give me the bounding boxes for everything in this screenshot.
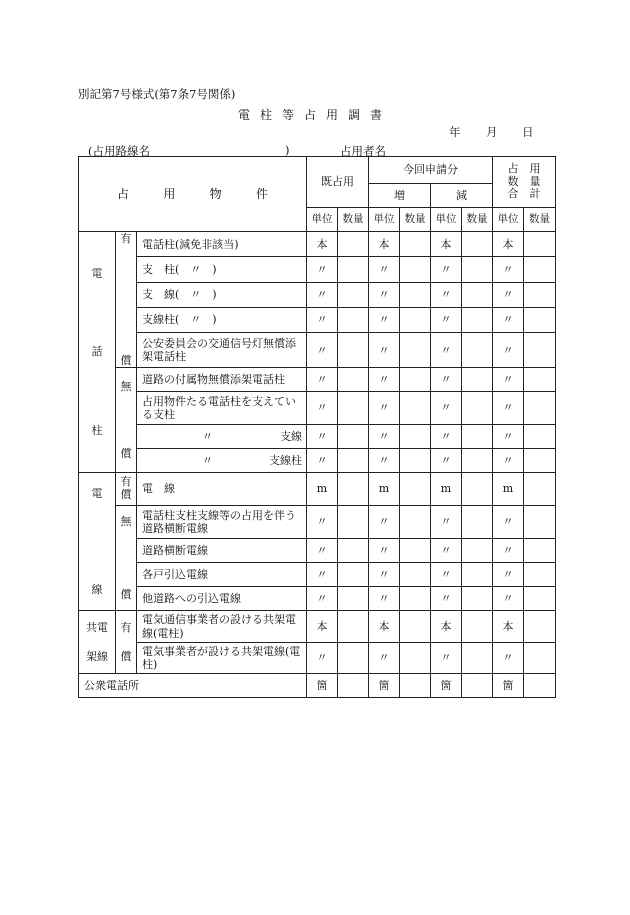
- item-cell: 支線柱( 〃 ): [137, 307, 307, 332]
- qty-cell: [400, 368, 431, 392]
- unit-cell: m: [493, 473, 524, 506]
- qty-cell: [524, 425, 556, 449]
- qty-cell: [524, 333, 556, 368]
- table-row: [79, 473, 556, 506]
- qty-cell: [462, 539, 493, 563]
- qty-cell: [338, 563, 369, 587]
- quantity-header: 数量: [400, 208, 431, 232]
- table-row: [79, 257, 556, 282]
- form-caption: 別記第7号様式(第7条7号関係): [78, 87, 236, 101]
- group-char: 償: [120, 353, 132, 367]
- qty-cell: [338, 473, 369, 506]
- item-cell: 道路横断電線: [137, 539, 307, 563]
- unit-cell: 〃: [307, 307, 338, 332]
- qty-cell: [400, 282, 431, 307]
- unit-header: 単位: [493, 208, 524, 232]
- group-char: 柱: [91, 423, 103, 437]
- group-char: 話: [91, 345, 103, 359]
- free-label: [116, 368, 137, 473]
- unit-cell: 〃: [431, 282, 462, 307]
- item-cell: 各戸引込電線: [137, 563, 307, 587]
- qty-cell: [462, 563, 493, 587]
- qty-cell: [400, 473, 431, 506]
- group-char: 償: [120, 488, 132, 501]
- header-item: [79, 157, 307, 232]
- qty-cell: [462, 643, 493, 674]
- group-char: 償: [120, 587, 132, 601]
- table-row: [79, 587, 556, 611]
- header-item-char: 件: [255, 186, 268, 201]
- unit-cell: 箇: [307, 674, 338, 698]
- unit-cell: 〃: [493, 307, 524, 332]
- group-char: 有: [120, 620, 132, 634]
- unit-cell: 〃: [307, 449, 338, 473]
- qty-cell: [338, 539, 369, 563]
- unit-cell: 〃: [307, 282, 338, 307]
- unit-cell: 〃: [307, 257, 338, 282]
- unit-cell: 本: [369, 611, 400, 643]
- paid-label: [116, 611, 137, 674]
- unit-cell: 〃: [493, 257, 524, 282]
- item-cell: 電話柱(減免非該当): [137, 232, 307, 257]
- unit-header: 単位: [307, 208, 338, 232]
- unit-cell: 〃: [369, 449, 400, 473]
- qty-cell: [400, 674, 431, 698]
- table-row: [79, 539, 556, 563]
- qty-cell: [338, 643, 369, 674]
- unit-cell: 〃: [493, 392, 524, 425]
- free-label: [116, 506, 137, 611]
- item-cell: [137, 425, 307, 449]
- qty-cell: [400, 307, 431, 332]
- group-char: 無: [120, 380, 132, 393]
- unit-cell: 〃: [431, 392, 462, 425]
- qty-cell: [400, 257, 431, 282]
- qty-cell: [524, 587, 556, 611]
- header-existing: 既占用: [307, 157, 369, 208]
- header-total-line1: 占 用: [507, 162, 541, 176]
- qty-cell: [524, 611, 556, 643]
- unit-cell: 〃: [431, 506, 462, 539]
- unit-cell: 〃: [493, 506, 524, 539]
- unit-cell: 箇: [493, 674, 524, 698]
- qty-cell: [338, 307, 369, 332]
- qty-cell: [338, 611, 369, 643]
- group-char: 線: [91, 583, 103, 597]
- qty-cell: [524, 282, 556, 307]
- item-cell: 電 線: [137, 473, 307, 506]
- qty-cell: [338, 392, 369, 425]
- unit-cell: 〃: [369, 392, 400, 425]
- qty-cell: [462, 449, 493, 473]
- qty-cell: [462, 587, 493, 611]
- unit-cell: m: [431, 473, 462, 506]
- qty-cell: [524, 257, 556, 282]
- unit-cell: 本: [369, 232, 400, 257]
- qty-cell: [462, 368, 493, 392]
- qty-cell: [524, 307, 556, 332]
- group-char: 有: [120, 475, 132, 489]
- qty-cell: [400, 333, 431, 368]
- qty-cell: [400, 392, 431, 425]
- unit-cell: 〃: [369, 257, 400, 282]
- unit-cell: 〃: [431, 587, 462, 611]
- table-row: [79, 611, 556, 643]
- group-electric-line: [79, 473, 116, 611]
- header-decrease: 減: [431, 184, 493, 208]
- table-row: [79, 282, 556, 307]
- qty-cell: [338, 674, 369, 698]
- unit-cell: 〃: [369, 563, 400, 587]
- group-telephone-pole: [79, 232, 116, 473]
- qty-cell: [400, 449, 431, 473]
- qty-cell: [338, 257, 369, 282]
- unit-cell: 本: [493, 232, 524, 257]
- group-char: 電: [91, 267, 103, 280]
- page-title: 電柱等占用調書: [237, 108, 392, 122]
- table-row: [79, 506, 556, 539]
- qty-cell: [462, 307, 493, 332]
- unit-cell: 〃: [307, 425, 338, 449]
- paid-label-chars: [116, 613, 136, 671]
- qty-cell: [400, 425, 431, 449]
- qty-cell: [524, 392, 556, 425]
- qty-cell: [524, 563, 556, 587]
- group-telephone-pole-chars: [79, 267, 115, 437]
- unit-cell: 〃: [493, 587, 524, 611]
- ditto-mark: 〃: [202, 429, 213, 443]
- ditto-item: [142, 454, 306, 467]
- qty-cell: [338, 368, 369, 392]
- item-cell: 公衆電話所: [79, 674, 307, 698]
- unit-cell: 〃: [493, 425, 524, 449]
- unit-cell: 〃: [369, 368, 400, 392]
- table-row: [79, 307, 556, 332]
- qty-cell: [524, 539, 556, 563]
- unit-cell: 箇: [369, 674, 400, 698]
- qty-cell: [400, 539, 431, 563]
- unit-cell: 本: [307, 611, 338, 643]
- qty-cell: [338, 333, 369, 368]
- table-row: [79, 368, 556, 392]
- item-cell: 電気事業者が設ける共架電線(電柱): [137, 643, 307, 674]
- qty-cell: [338, 232, 369, 257]
- unit-cell: 〃: [369, 425, 400, 449]
- group-char: 償: [120, 446, 132, 460]
- unit-cell: 〃: [493, 282, 524, 307]
- qty-cell: [462, 425, 493, 449]
- group-electric-line-chars: [79, 487, 115, 597]
- table-row: [79, 425, 556, 449]
- unit-cell: 〃: [431, 425, 462, 449]
- unit-cell: 箇: [431, 674, 462, 698]
- unit-header: 単位: [369, 208, 400, 232]
- header-total-line2: 数 量: [507, 174, 541, 188]
- unit-cell: 〃: [369, 333, 400, 368]
- unit-cell: 〃: [431, 368, 462, 392]
- unit-cell: 〃: [431, 333, 462, 368]
- unit-cell: 本: [431, 611, 462, 643]
- item-cell: 公安委員会の交通信号灯無償添架電話柱: [137, 333, 307, 368]
- qty-cell: [524, 506, 556, 539]
- item-cell: 支 柱( 〃 ): [137, 257, 307, 282]
- unit-cell: m: [369, 473, 400, 506]
- header-item-char: 占: [117, 186, 130, 201]
- quantity-header: 数量: [338, 208, 369, 232]
- road-name-close: ): [285, 143, 290, 157]
- paid-label: [116, 473, 137, 506]
- item-cell: 占用物件たる電話柱を支えている支柱: [137, 392, 307, 425]
- group-char: 無: [120, 515, 132, 528]
- group-char: 償: [120, 649, 132, 663]
- group-char: 電: [91, 486, 103, 500]
- paid-label-chars: [116, 232, 136, 367]
- unit-cell: 〃: [493, 368, 524, 392]
- unit-cell: 〃: [307, 392, 338, 425]
- item-cell: 電話柱支柱支線等の占用を伴う道路横断電線: [137, 506, 307, 539]
- qty-cell: [400, 587, 431, 611]
- table-row: [79, 232, 556, 257]
- qty-cell: [524, 674, 556, 698]
- table-row: [79, 563, 556, 587]
- table-row: [79, 333, 556, 368]
- paid-label: [116, 232, 137, 368]
- item-label: 支線: [280, 429, 302, 443]
- unit-cell: 〃: [307, 539, 338, 563]
- road-name-label: (占用路線名: [88, 144, 150, 158]
- qty-cell: [400, 643, 431, 674]
- qty-cell: [524, 232, 556, 257]
- unit-cell: 〃: [307, 333, 338, 368]
- header-increase: 増: [369, 184, 431, 208]
- unit-cell: 〃: [369, 587, 400, 611]
- occupant-name-label: 占用者名: [340, 144, 386, 158]
- qty-cell: [400, 506, 431, 539]
- unit-cell: 本: [307, 232, 338, 257]
- qty-cell: [400, 611, 431, 643]
- unit-cell: 〃: [369, 539, 400, 563]
- unit-cell: 〃: [307, 587, 338, 611]
- item-cell: 電気通信事業者の設ける共架電線(電柱): [137, 611, 307, 643]
- unit-cell: 〃: [307, 506, 338, 539]
- qty-cell: [338, 506, 369, 539]
- unit-cell: 〃: [431, 539, 462, 563]
- group-shared-line: [79, 611, 116, 674]
- qty-cell: [400, 232, 431, 257]
- item-cell: 支 線( 〃 ): [137, 282, 307, 307]
- item-cell: [137, 449, 307, 473]
- date-year-label: 年: [449, 125, 461, 139]
- qty-cell: [462, 392, 493, 425]
- unit-cell: 〃: [307, 563, 338, 587]
- qty-cell: [462, 473, 493, 506]
- unit-cell: 〃: [493, 643, 524, 674]
- unit-cell: 〃: [369, 506, 400, 539]
- quantity-header: 数量: [462, 208, 493, 232]
- header-this-application: 今回申請分: [369, 157, 493, 184]
- table-row: [79, 449, 556, 473]
- unit-cell: 〃: [431, 449, 462, 473]
- header-item-char: 用: [163, 186, 176, 201]
- date-day-label: 日: [522, 125, 534, 139]
- unit-cell: 〃: [493, 333, 524, 368]
- unit-cell: 〃: [369, 643, 400, 674]
- qty-cell: [400, 563, 431, 587]
- qty-cell: [524, 368, 556, 392]
- quantity-header: 数量: [524, 208, 556, 232]
- unit-cell: 〃: [431, 643, 462, 674]
- qty-cell: [462, 333, 493, 368]
- item-cell: 道路の付属物無償添架電話柱: [137, 368, 307, 392]
- table-row: [79, 392, 556, 425]
- qty-cell: [462, 506, 493, 539]
- qty-cell: [524, 643, 556, 674]
- date-month-label: 月: [486, 125, 498, 139]
- qty-cell: [462, 674, 493, 698]
- item-label: 支線柱: [269, 453, 302, 467]
- qty-cell: [338, 282, 369, 307]
- qty-cell: [462, 257, 493, 282]
- unit-cell: 〃: [307, 368, 338, 392]
- qty-cell: [338, 587, 369, 611]
- group-shared-line-chars: [79, 613, 115, 671]
- unit-cell: 〃: [431, 307, 462, 332]
- ditto-item: [142, 430, 306, 443]
- free-label-chars: [116, 515, 136, 601]
- table-row: [79, 674, 556, 698]
- unit-cell: 〃: [369, 282, 400, 307]
- ditto-mark: 〃: [202, 453, 213, 467]
- occupancy-table: [78, 156, 556, 698]
- qty-cell: [338, 425, 369, 449]
- group-char: 有: [120, 232, 132, 245]
- unit-cell: 〃: [369, 307, 400, 332]
- unit-cell: 〃: [493, 563, 524, 587]
- unit-cell: 〃: [307, 643, 338, 674]
- qty-cell: [462, 232, 493, 257]
- item-cell: 他道路への引込電線: [137, 587, 307, 611]
- unit-cell: 〃: [431, 563, 462, 587]
- header-total-line3: 合 計: [507, 187, 541, 201]
- unit-cell: 本: [431, 232, 462, 257]
- free-label-chars: [116, 380, 136, 460]
- group-char: 共電: [86, 620, 108, 634]
- unit-cell: 〃: [493, 539, 524, 563]
- header-total: [493, 157, 556, 208]
- unit-cell: m: [307, 473, 338, 506]
- qty-cell: [524, 473, 556, 506]
- qty-cell: [462, 611, 493, 643]
- unit-header: 単位: [431, 208, 462, 232]
- group-char: 架線: [86, 649, 108, 663]
- qty-cell: [462, 282, 493, 307]
- qty-cell: [338, 449, 369, 473]
- unit-cell: 〃: [431, 257, 462, 282]
- header-item-char: 物: [209, 186, 222, 201]
- unit-cell: 〃: [493, 449, 524, 473]
- table-row: [79, 643, 556, 674]
- unit-cell: 本: [493, 611, 524, 643]
- header-item-text: [79, 187, 306, 201]
- qty-cell: [524, 449, 556, 473]
